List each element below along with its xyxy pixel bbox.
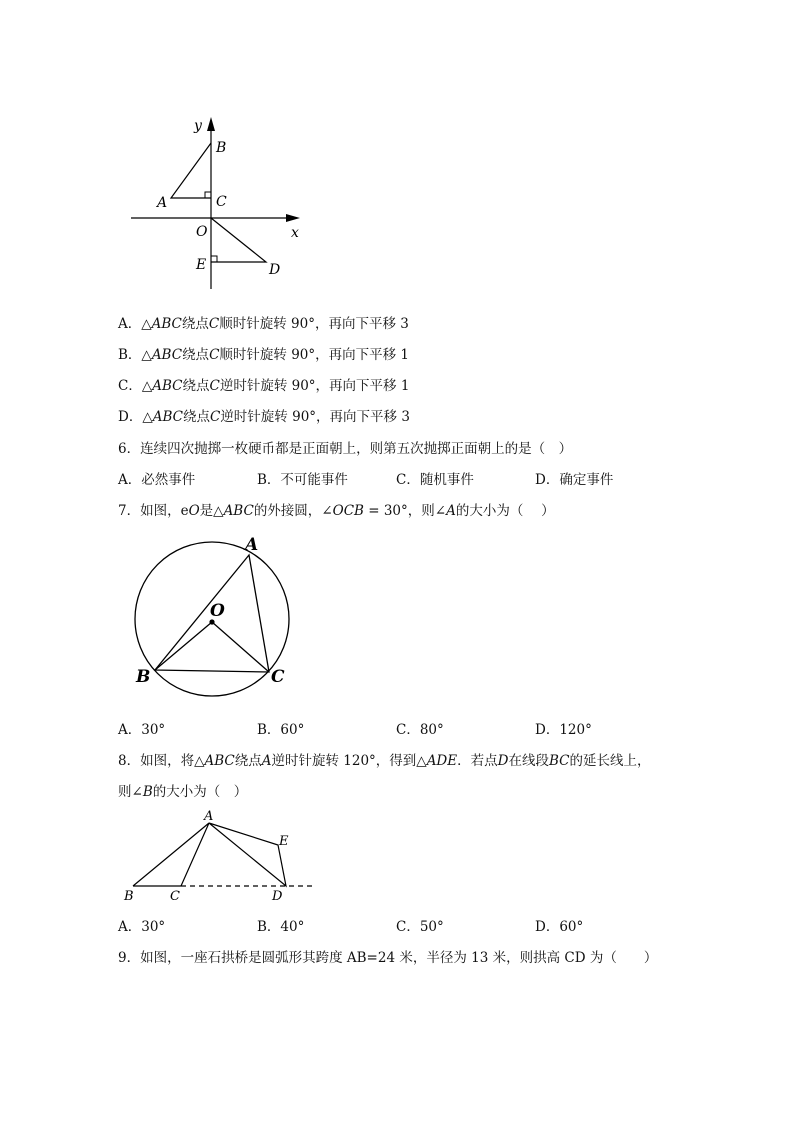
- q7-option-d: D．120°: [535, 722, 592, 738]
- q8-option-c: C．50°: [396, 919, 444, 935]
- q5-option-b: B．△ABC绕点C顺时针旋转 90°，再向下平移 1: [118, 347, 410, 363]
- q7-option-b: B．60°: [257, 722, 305, 738]
- label-d: D: [269, 262, 281, 278]
- q8-option-a: A．30°: [118, 919, 166, 935]
- label-e: E: [279, 834, 289, 849]
- label-o: O: [210, 601, 225, 621]
- q7-option-c: C．80°: [396, 722, 444, 738]
- label-b: B: [124, 889, 134, 904]
- q6-stem: 6．连续四次抛掷一枚硬币都是正面朝上，则第五次抛掷正面朝上的是（ ）: [118, 441, 573, 457]
- triangle-ade: [209, 823, 286, 886]
- label-b: B: [136, 667, 151, 687]
- label-d: D: [272, 889, 283, 904]
- q8-option-b: B．40°: [257, 919, 305, 935]
- q7-option-a: A．30°: [118, 722, 166, 738]
- q5-option-c: C．△ABC绕点C逆时针旋转 90°，再向下平移 1: [118, 378, 410, 394]
- label-o: O: [196, 224, 208, 240]
- q8-option-d: D．60°: [535, 919, 584, 935]
- label-c: C: [271, 667, 285, 687]
- q8-stem-line2: 则∠B的大小为（ ）: [118, 784, 248, 800]
- label-y: y: [194, 118, 202, 134]
- q7-stem: 7．如图，eO是△ABC的外接圆，∠OCB = 30°，则∠A的大小为（ ）: [118, 503, 555, 519]
- q6-option-b: B．不可能事件: [257, 472, 348, 488]
- label-c: C: [216, 194, 227, 210]
- q6-option-c: C．随机事件: [396, 472, 474, 488]
- q9-stem: 9．如图，一座石拱桥是圆弧形其跨度 AB=24 米，半径为 13 米，则拱高 CD 为（ ）: [118, 950, 658, 966]
- q8-options: [118, 915, 678, 935]
- label-e: E: [196, 257, 207, 273]
- label-a: A: [204, 809, 214, 824]
- q8-stem-line1: 8．如图，将△ABC绕点A逆时针旋转 120°，得到△ADE．若点D在线段BC的延长线上，: [118, 753, 651, 769]
- label-a: A: [245, 535, 259, 555]
- label-b: B: [216, 140, 227, 156]
- triangle-abc: [133, 823, 209, 886]
- q5-option-a: A．△ABC绕点C顺时针旋转 90°，再向下平移 3: [118, 316, 409, 332]
- q6-option-d: D．确定事件: [535, 472, 614, 488]
- q6-option-a: A．必然事件: [118, 472, 196, 488]
- label-c: C: [170, 889, 180, 904]
- label-a: A: [157, 195, 168, 211]
- label-x: x: [291, 225, 299, 241]
- q5-option-d: D．△ABC绕点C逆时针旋转 90°，再向下平移 3: [118, 409, 410, 425]
